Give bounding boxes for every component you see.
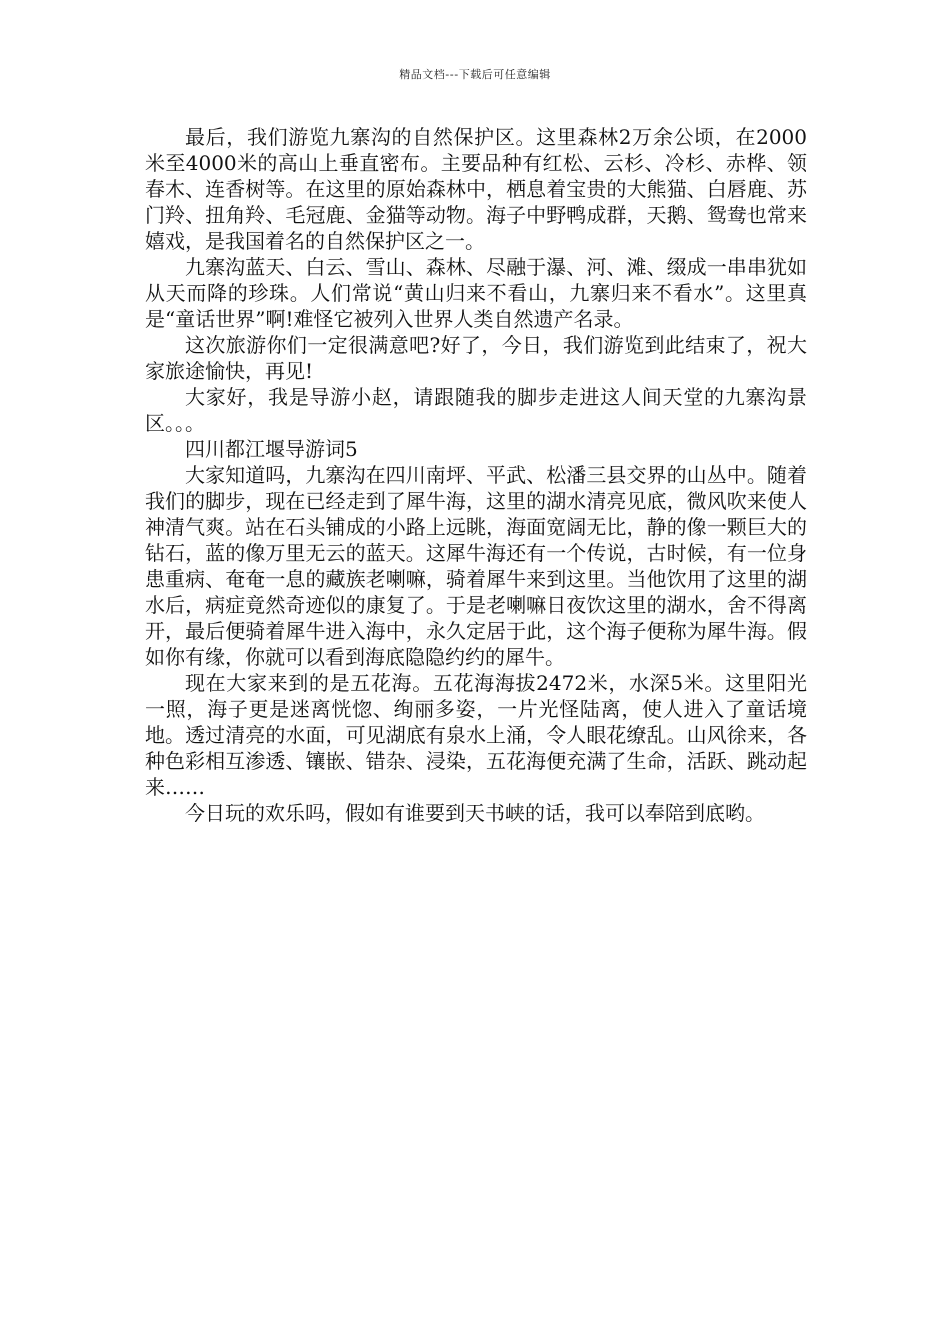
paragraph-closing: 今日玩的欢乐吗，假如有谁要到天书峡的话，我可以奉陪到底哟。 bbox=[185, 801, 765, 825]
page-header: 精品文档---下载后可任意编辑 bbox=[399, 68, 551, 81]
paragraph-greeting: 大家好，我是导游小赵，请跟随我的脚步走进这人间天堂的九寨沟景区。。。 bbox=[145, 385, 807, 435]
paragraph-fairy-world: 九寨沟蓝天、白云、雪山、森林、尽融于瀑、河、滩、缀成一串串犹如从天而降的珍珠。人们常说“黄山归来不看山，九寨归来不看水”。这里真是“童话世界”啊!难怪它被列入世界人类自然遗产名录。 bbox=[145, 255, 807, 331]
paragraph-nature-reserve: 最后，我们游览九寨沟的自然保护区。这里森林2万余公顷，在2000米至4000米的高山上垂直密布。主要品种有红松、云杉、冷杉、赤桦、领春木、连香树等。在这里的原始森林中，栖息着宝贵的大熊猫、白唇鹿、苏门羚、扭角羚、毛冠鹿、金猫等动物。海子中野鸭成群，天鹅、鸳鸯也常来嬉戏，是我国着名的自然保护区之一。 bbox=[145, 125, 807, 253]
paragraph-tour-end: 这次旅游你们一定很满意吧?好了，今日，我们游览到此结束了，祝大家旅途愉快，再见! bbox=[145, 333, 807, 383]
paragraph-five-flower-lake: 现在大家来到的是五花海。五花海海拔2472米，水深5米。这里阳光一照，海子更是迷离恍惚、绚丽多姿，一片光怪陆离，使人进入了童话境地。透过清亮的水面，可见湖底有泉水上涌，令人眼花缭乱。山风徐来，各种色彩相互渗透、镶嵌、错杂、浸染，五花海便充满了生命，活跃、跳动起来…… bbox=[145, 671, 807, 799]
document-body bbox=[145, 124, 807, 826]
paragraph-rhino-lake: 大家知道吗，九寨沟在四川南坪、平武、松潘三县交界的山丛中。随着我们的脚步，现在已经走到了犀牛海，这里的湖水清亮见底，微风吹来使人神清气爽。站在石头铺成的小路上远眺，海面宽阔无比，静的像一颗巨大的钻石，蓝的像万里无云的蓝天。这犀牛海还有一个传说，古时候，有一位身患重病、奄奄一息的藏族老喇嘛，骑着犀牛来到这里。当他饮用了这里的湖水后，病症竟然奇迹似的康复了。于是老喇嘛日夜饮这里的湖水，舍不得离开，最后便骑着犀牛进入海中，永久定居于此，这个海子便称为犀牛海。假如你有缘，你就可以看到海底隐隐约约的犀牛。 bbox=[145, 463, 807, 669]
section-title: 四川都江堰导游词5 bbox=[185, 437, 358, 461]
